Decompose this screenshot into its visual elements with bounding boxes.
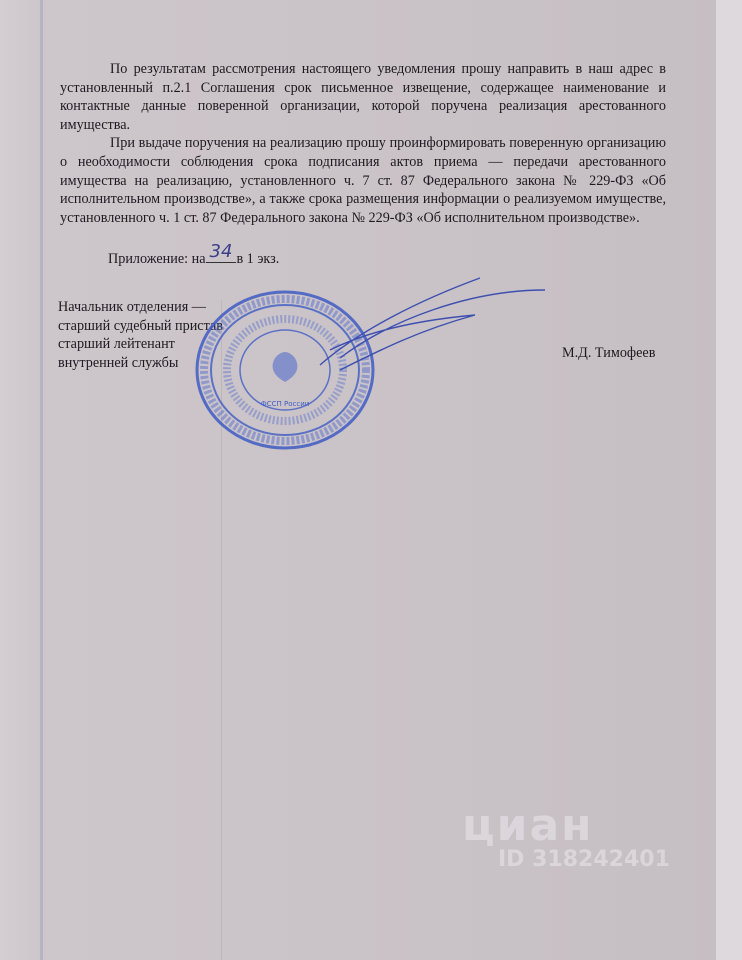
- attachment-prefix: Приложение: на: [108, 251, 206, 267]
- position-line: внутренней службы: [58, 354, 179, 371]
- position-line: Начальник отделения —: [58, 299, 206, 315]
- watermark: [462, 800, 670, 872]
- scan-margin: [716, 0, 742, 960]
- watermark-id: ID 318242401: [498, 847, 670, 872]
- paragraph-2: При выдаче поручения на реализацию прошу проинформировать поверенную организацию о необходимости соблюдения срока подписания актов приема — передачи арестованного имущества на реализацию, установленного ч. 7 ст. 87 Федерального закона № 229-ФЗ «Об исполнительном производстве», а также срока размещения информации о реализуемом имуществе, установленного ч. 1 ст. 87 Федерального закона № 229-ФЗ «Об исполнительном производстве».: [60, 135, 666, 226]
- scan-edge: [40, 0, 43, 960]
- signature: [300, 270, 550, 380]
- paragraph-1: По результатам рассмотрения настоящего уведомления прошу направить в наш адрес в установленный п.2.1 Соглашения срок письменное извещение, содержащее наименование и контактные данные поверенной организации, которой поручена реализация арестованного имущества.: [60, 61, 666, 133]
- body-text: [60, 60, 666, 227]
- signatory-name: М.Д. Тимофеев: [562, 345, 656, 361]
- handwritten-page-count: 34: [206, 241, 237, 263]
- attachment-suffix: в 1 экз.: [236, 251, 280, 267]
- watermark-logo: циан: [462, 800, 594, 851]
- attachment-line: [108, 241, 280, 268]
- position-line: старший судебный пристав: [58, 317, 223, 334]
- position-line: старший лейтенант: [58, 336, 175, 352]
- stamp-text: ФССП России: [260, 400, 310, 408]
